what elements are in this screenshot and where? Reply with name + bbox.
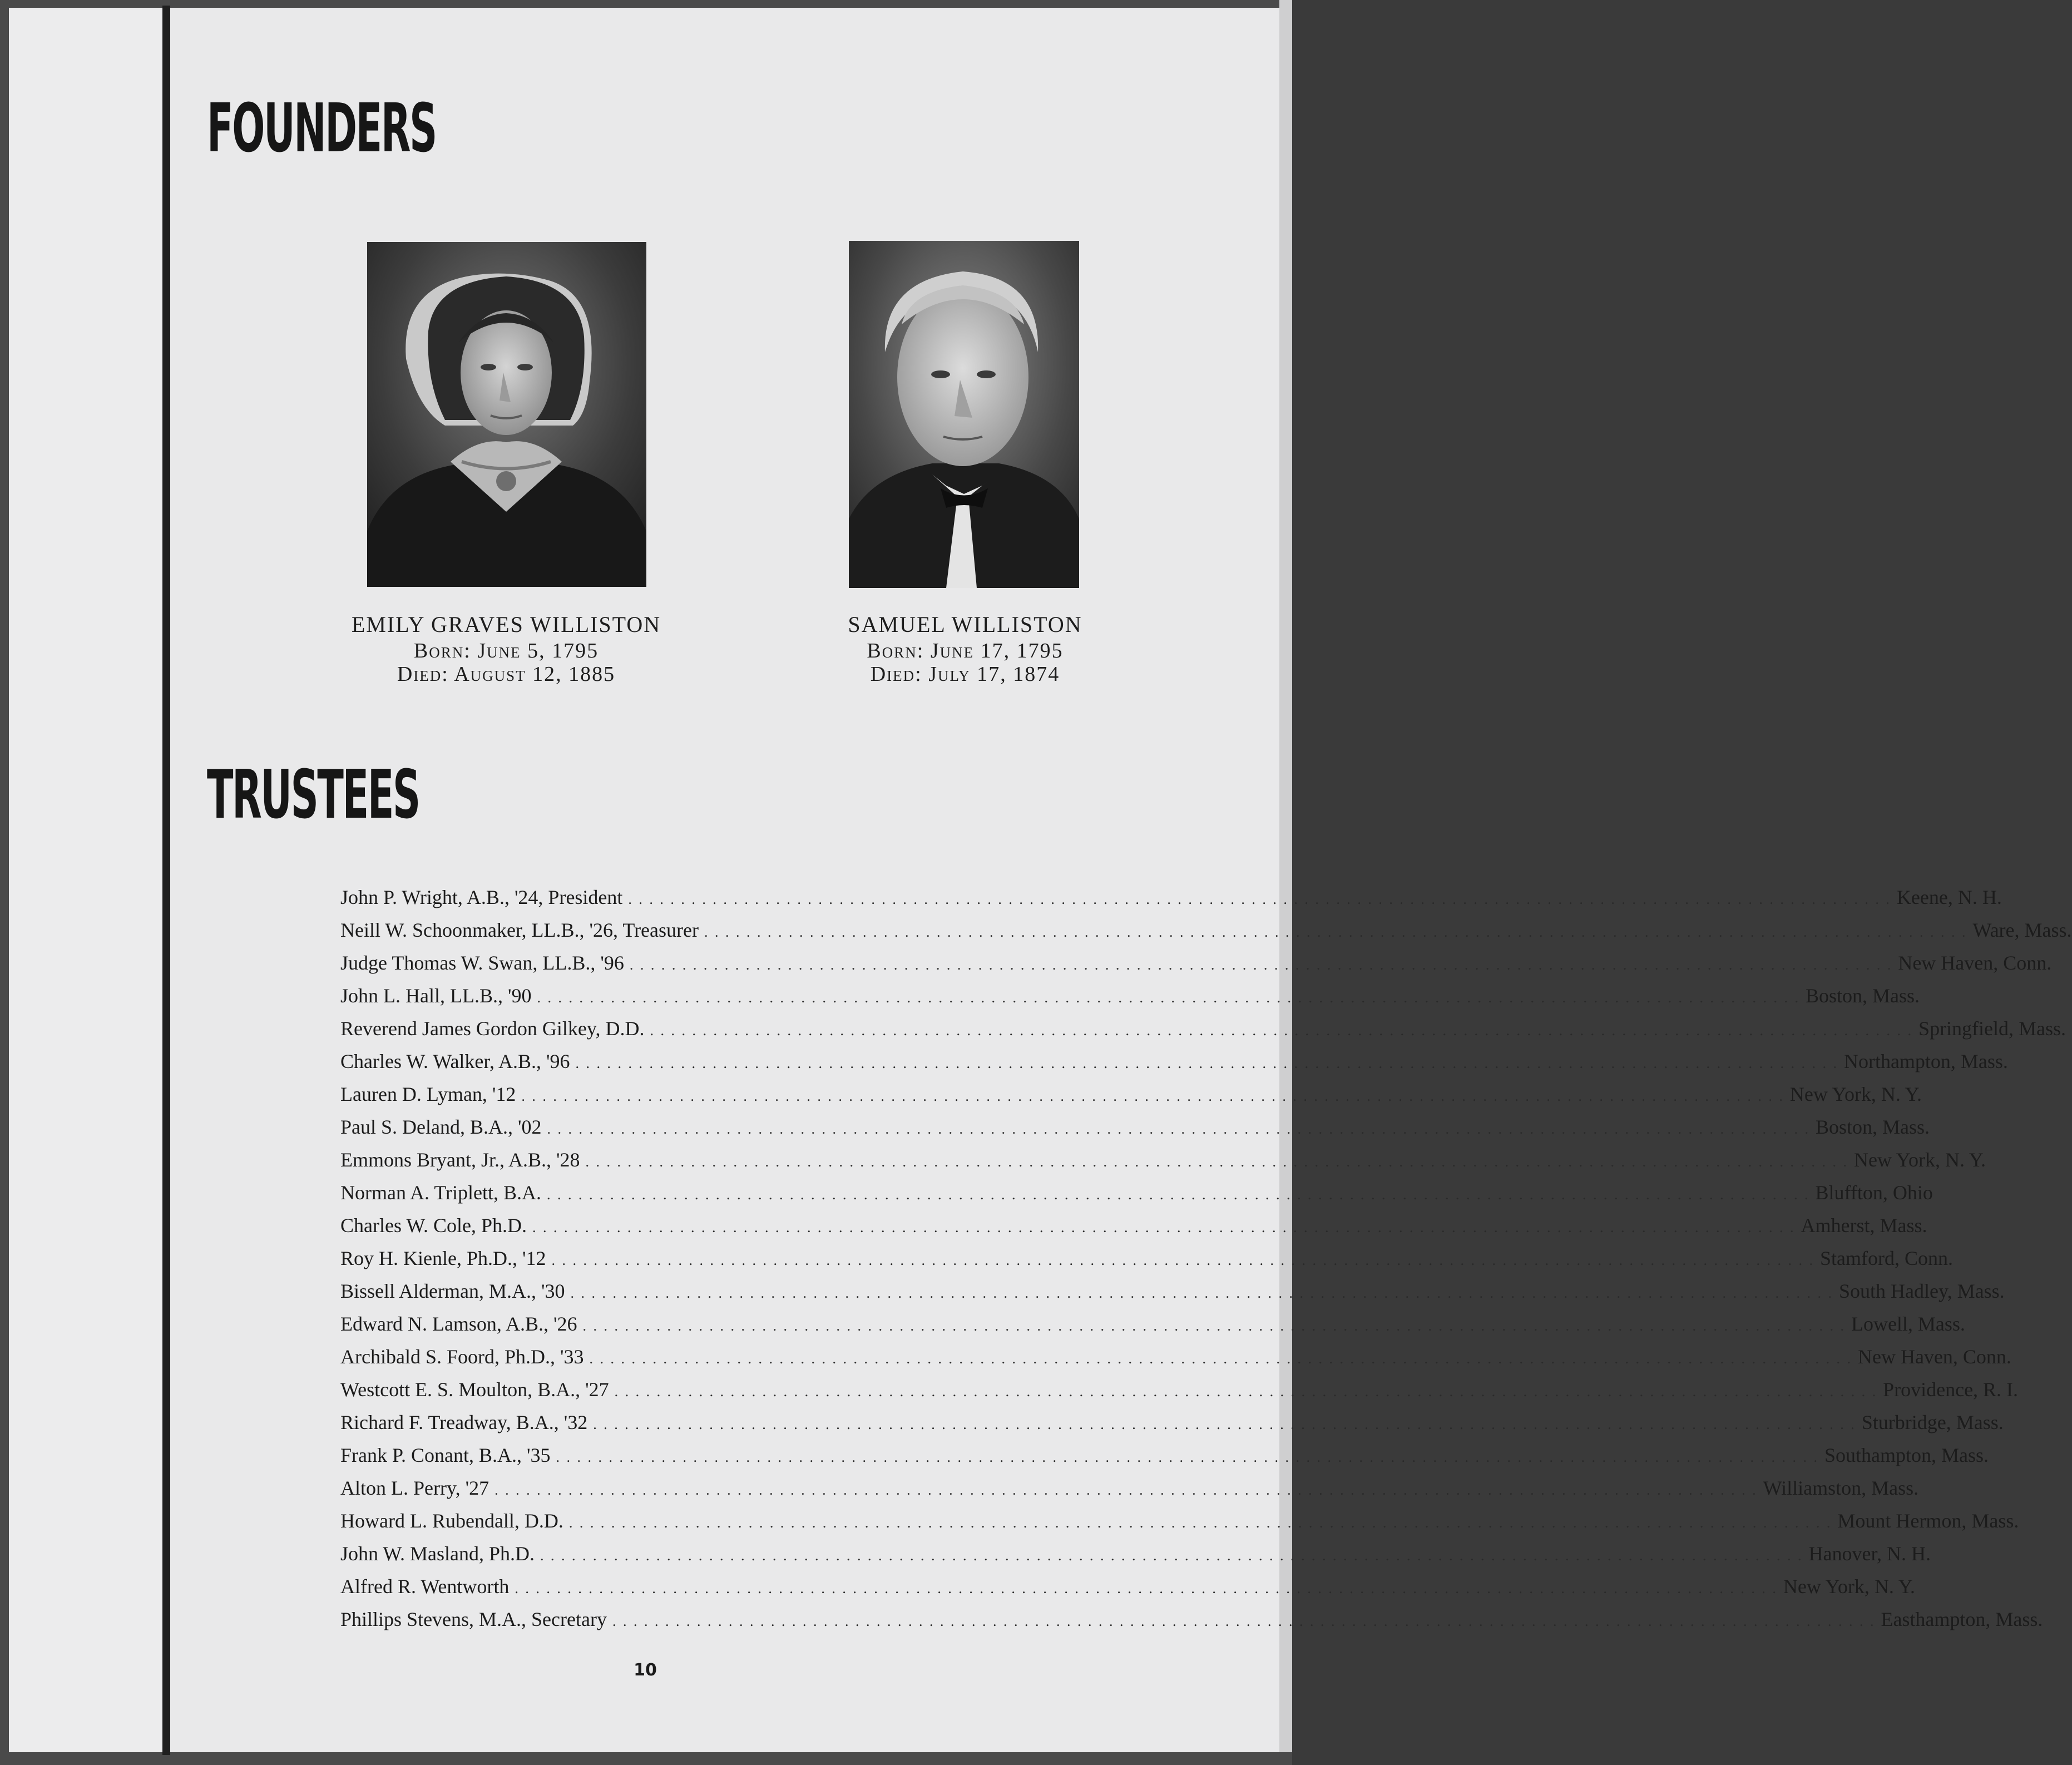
trustee-location: Providence, R. I. [1883,1378,2019,1401]
trustees-heading: TRUSTEES [207,757,419,834]
trustee-location: Lowell, Mass. [1851,1313,1965,1335]
dot-leader: . . . . . . . . . . . . . . . . . . . . . . . . . . . . . . . . . . . . . . . . . . . . . . . . . . . . . . . . . . . . . . . . . . . . . . . . . . . . . . . . . . . . . . . . . . . . . . . . . . . . . . . . . . . . . . . . . . . . . . . . [532,1219,1796,1235]
dot-leader: . . . . . . . . . . . . . . . . . . . . . . . . . . . . . . . . . . . . . . . . . . . . . . . . . . . . . . . . . . . . . . . . . . . . . . . . . . . . . . . . . . . . . . . . . . . . . . . . . . . . . . . . . . . . . . . . . . . . . . . . [537,990,1800,1006]
dot-leader: . . . . . . . . . . . . . . . . . . . . . . . . . . . . . . . . . . . . . . . . . . . . . . . . . . . . . . . . . . . . . . . . . . . . . . . . . . . . . . . . . . . . . . . . . . . . . . . . . . . . . . . . . . . . . . . . . . . . . . . . [575,1055,1838,1071]
dot-leader: . . . . . . . . . . . . . . . . . . . . . . . . . . . . . . . . . . . . . . . . . . . . . . . . . . . . . . . . . . . . . . . . . . . . . . . . . . . . . . . . . . . . . . . . . . . . . . . . . . . . . . . . . . . . . . . . . . . . . . . . [614,1383,1878,1400]
caption-samuel-williston [773,610,1157,686]
dot-leader: . . . . . . . . . . . . . . . . . . . . . . . . . . . . . . . . . . . . . . . . . . . . . . . . . . . . . . . . . . . . . . . . . . . . . . . . . . . . . . . . . . . . . . . . . . . . . . . . . . . . . . . . . . . . . . . . . . . . . . . . [568,1515,1832,1531]
trustee-name: John P. Wright, A.B., '24, President [340,886,623,908]
trustee-row [340,1111,1930,1144]
trustee-location: Ware, Mass. [1972,919,2072,941]
trustee-name: Charles W. Cole, Ph.D. [340,1214,527,1237]
dot-leader: . . . . . . . . . . . . . . . . . . . . . . . . . . . . . . . . . . . . . . . . . . . . . . . . . . . . . . . . . . . . . . . . . . . . . . . . . . . . . . . . . . . . . . . . . . . . . . . . . . . . . . . . . . . . . . . . . . . . . . . . [593,1416,1856,1432]
trustee-name: Edward N. Lamson, A.B., '26 [340,1313,577,1335]
dot-leader: . . . . . . . . . . . . . . . . . . . . . . . . . . . . . . . . . . . . . . . . . . . . . . . . . . . . . . . . . . . . . . . . . . . . . . . . . . . . . . . . . . . . . . . . . . . . . . . . . . . . . . . . . . . . . . . . . . . . . . . . [521,1088,1784,1104]
trustee-location: Amherst, Mass. [1801,1214,1927,1237]
caption-emily-graves-williston [311,610,701,686]
trustee-row [340,1275,2005,1308]
dot-leader: . . . . . . . . . . . . . . . . . . . . . . . . . . . . . . . . . . . . . . . . . . . . . . . . . . . . . . . . . . . . . . . . . . . . . . . . . . . . . . . . . . . . . . . . . . . . . . . . . . . . . . . . . . . . . . . . . . . . . . . . [589,1351,1852,1367]
trustee-name: Bissell Alderman, M.A., '30 [340,1280,565,1302]
trustee-location: Bluffton, Ohio [1815,1181,1933,1204]
trustee-row [340,881,2002,914]
trustee-location: New York, N. Y. [1854,1149,1986,1171]
trustee-location: New York, N. Y. [1783,1575,1915,1598]
trustee-location: New Haven, Conn. [1857,1346,2011,1368]
trustee-name: John W. Masland, Ph.D. [340,1542,535,1565]
dot-leader: . . . . . . . . . . . . . . . . . . . . . . . . . . . . . . . . . . . . . . . . . . . . . . . . . . . . . . . . . . . . . . . . . . . . . . . . . . . . . . . . . . . . . . . . . . . . . . . . . . . . . . . . . . . . . . . . . . . . . . . . [704,924,1967,940]
trustee-location: Boston, Mass. [1805,985,1920,1007]
dot-leader: . . . . . . . . . . . . . . . . . . . . . . . . . . . . . . . . . . . . . . . . . . . . . . . . . . . . . . . . . . . . . . . . . . . . . . . . . . . . . . . . . . . . . . . . . . . . . . . . . . . . . . . . . . . . . . . . . . . . . . . . [628,891,1891,907]
trustee-row [340,1472,1919,1505]
trustee-row [340,1537,1931,1570]
trustee-name: Alfred R. Wentworth [340,1575,510,1598]
trustee-name: Frank P. Conant, B.A., '35 [340,1444,551,1466]
left-margin [9,8,162,1752]
trustee-row [340,1373,2019,1406]
founder-born: Born: June 5, 1795 [413,639,599,663]
trustee-name: Judge Thomas W. Swan, LL.B., '96 [340,952,624,974]
trustee-name: Roy H. Kienle, Ph.D., '12 [340,1247,546,1269]
trustee-name: Richard F. Treadway, B.A., '32 [340,1411,588,1433]
trustee-name: Reverend James Gordon Gilkey, D.D. [340,1017,645,1040]
trustee-location: New York, N. Y. [1789,1083,1922,1105]
dot-leader: . . . . . . . . . . . . . . . . . . . . . . . . . . . . . . . . . . . . . . . . . . . . . . . . . . . . . . . . . . . . . . . . . . . . . . . . . . . . . . . . . . . . . . . . . . . . . . . . . . . . . . . . . . . . . . . . . . . . . . . . [582,1318,1846,1334]
trustee-name: Westcott E. S. Moulton, B.A., '27 [340,1378,609,1401]
trustee-location: Southampton, Mass. [1824,1444,1989,1466]
portrait-emily-graves-williston [367,242,646,587]
trustee-location: Springfield, Mass. [1918,1017,2066,1040]
dot-leader: . . . . . . . . . . . . . . . . . . . . . . . . . . . . . . . . . . . . . . . . . . . . . . . . . . . . . . . . . . . . . . . . . . . . . . . . . . . . . . . . . . . . . . . . . . . . . . . . . . . . . . . . . . . . . . . . . . . . . . . . [515,1580,1778,1596]
founder-born: Born: June 17, 1795 [867,639,1064,663]
trustee-row [340,1242,1953,1275]
dot-leader: . . . . . . . . . . . . . . . . . . . . . . . . . . . . . . . . . . . . . . . . . . . . . . . . . . . . . . . . . . . . . . . . . . . . . . . . . . . . . . . . . . . . . . . . . . . . . . . . . . . . . . . . . . . . . . . . . . . . . . . . [650,1022,1913,1039]
founder-name: EMILY GRAVES WILLISTON [351,612,661,637]
portrait-samuel-williston [849,241,1079,588]
dot-leader: . . . . . . . . . . . . . . . . . . . . . . . . . . . . . . . . . . . . . . . . . . . . . . . . . . . . . . . . . . . . . . . . . . . . . . . . . . . . . . . . . . . . . . . . . . . . . . . . . . . . . . . . . . . . . . . . . . . . . . . . [629,957,1893,973]
founder-died: Died: August 12, 1885 [397,663,616,686]
trustee-name: Norman A. Triplett, B.A. [340,1181,542,1204]
trustee-name: Archibald S. Foord, Ph.D., '33 [340,1346,584,1368]
dot-leader: . . . . . . . . . . . . . . . . . . . . . . . . . . . . . . . . . . . . . . . . . . . . . . . . . . . . . . . . . . . . . . . . . . . . . . . . . . . . . . . . . . . . . . . . . . . . . . . . . . . . . . . . . . . . . . . . . . . . . . . . [494,1482,1758,1498]
page-bottom-edge [0,1752,1292,1765]
trustee-row [340,1308,1965,1341]
dot-leader: . . . . . . . . . . . . . . . . . . . . . . . . . . . . . . . . . . . . . . . . . . . . . . . . . . . . . . . . . . . . . . . . . . . . . . . . . . . . . . . . . . . . . . . . . . . . . . . . . . . . . . . . . . . . . . . . . . . . . . . . [612,1613,1876,1629]
trustee-row [340,1045,2008,1078]
trustee-location: Keene, N. H. [1896,886,2002,908]
trustee-row [340,980,1920,1012]
trustee-location: Mount Hermon, Mass. [1837,1510,2019,1532]
trustee-row [340,1603,2043,1636]
trustee-location: New Haven, Conn. [1898,952,2052,974]
dot-leader: . . . . . . . . . . . . . . . . . . . . . . . . . . . . . . . . . . . . . . . . . . . . . . . . . . . . . . . . . . . . . . . . . . . . . . . . . . . . . . . . . . . . . . . . . . . . . . . . . . . . . . . . . . . . . . . . . . . . . . . . [540,1548,1803,1564]
trustee-row [340,1176,1933,1209]
page-left-edge [0,0,9,1765]
trustee-location: Hanover, N. H. [1808,1542,1931,1565]
trustee-row [340,1012,2066,1045]
trustee-name: Charles W. Walker, A.B., '96 [340,1050,570,1072]
page-number: 10 [634,1660,657,1680]
trustee-row [340,1406,2004,1439]
trustee-name: Neill W. Schoonmaker, LL.B., '26, Treasurer [340,919,699,941]
trustee-row [340,1505,2019,1537]
trustee-row [340,1144,1986,1176]
trustee-row [340,1439,1989,1472]
dot-leader: . . . . . . . . . . . . . . . . . . . . . . . . . . . . . . . . . . . . . . . . . . . . . . . . . . . . . . . . . . . . . . . . . . . . . . . . . . . . . . . . . . . . . . . . . . . . . . . . . . . . . . . . . . . . . . . . . . . . . . . . [585,1154,1849,1170]
trustee-name: Lauren D. Lyman, '12 [340,1083,516,1105]
dot-leader: . . . . . . . . . . . . . . . . . . . . . . . . . . . . . . . . . . . . . . . . . . . . . . . . . . . . . . . . . . . . . . . . . . . . . . . . . . . . . . . . . . . . . . . . . . . . . . . . . . . . . . . . . . . . . . . . . . . . . . . . [556,1449,1819,1465]
trustee-location: Williamston, Mass. [1763,1477,1919,1499]
trustee-location: Boston, Mass. [1815,1116,1930,1138]
trustee-name: Howard L. Rubendall, D.D. [340,1510,563,1532]
founder-name: SAMUEL WILLISTON [848,612,1082,637]
trustees-list [340,881,2072,1636]
founder-died: Died: July 17, 1874 [870,663,1060,686]
trustee-location: Northampton, Mass. [1843,1050,2008,1072]
trustee-location: Stamford, Conn. [1819,1247,1953,1269]
dot-leader: . . . . . . . . . . . . . . . . . . . . . . . . . . . . . . . . . . . . . . . . . . . . . . . . . . . . . . . . . . . . . . . . . . . . . . . . . . . . . . . . . . . . . . . . . . . . . . . . . . . . . . . . . . . . . . . . . . . . . . . . [547,1186,1810,1203]
dot-leader: . . . . . . . . . . . . . . . . . . . . . . . . . . . . . . . . . . . . . . . . . . . . . . . . . . . . . . . . . . . . . . . . . . . . . . . . . . . . . . . . . . . . . . . . . . . . . . . . . . . . . . . . . . . . . . . . . . . . . . . . [547,1121,1810,1137]
trustee-row [340,1209,1927,1242]
vertical-margin-rule [162,6,170,1755]
trustee-location: Sturbridge, Mass. [1861,1411,2004,1433]
trustee-row [340,947,2052,980]
founders-heading: FOUNDERS [207,90,436,167]
trustee-row [340,914,2072,947]
trustee-row [340,1570,1915,1603]
dot-leader: . . . . . . . . . . . . . . . . . . . . . . . . . . . . . . . . . . . . . . . . . . . . . . . . . . . . . . . . . . . . . . . . . . . . . . . . . . . . . . . . . . . . . . . . . . . . . . . . . . . . . . . . . . . . . . . . . . . . . . . . [570,1285,1833,1301]
trustee-name: Alton L. Perry, '27 [340,1477,489,1499]
page-top-edge [0,0,1292,8]
trustee-name: John L. Hall, LL.B., '90 [340,985,532,1007]
dot-leader: . . . . . . . . . . . . . . . . . . . . . . . . . . . . . . . . . . . . . . . . . . . . . . . . . . . . . . . . . . . . . . . . . . . . . . . . . . . . . . . . . . . . . . . . . . . . . . . . . . . . . . . . . . . . . . . . . . . . . . . . [551,1252,1814,1268]
trustee-location: South Hadley, Mass. [1838,1280,2005,1302]
trustee-location: Easthampton, Mass. [1881,1608,2043,1630]
trustee-row [340,1341,2011,1373]
trustee-name: Phillips Stevens, M.A., Secretary [340,1608,607,1630]
trustee-name: Paul S. Deland, B.A., '02 [340,1116,542,1138]
trustee-name: Emmons Bryant, Jr., A.B., '28 [340,1149,580,1171]
trustee-row [340,1078,1922,1111]
